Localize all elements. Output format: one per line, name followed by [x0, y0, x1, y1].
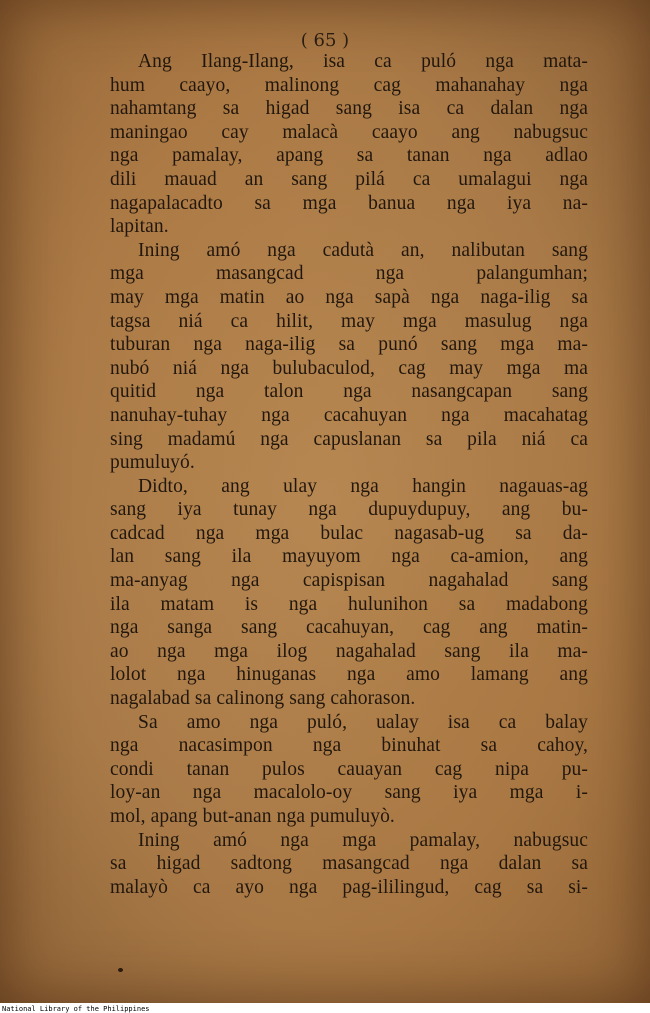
- text-line: Didto, ang ulay nga hangin nagauas-ag: [138, 475, 588, 497]
- text-line: lolot nga hinuganas nga amo lamang ang: [110, 664, 588, 686]
- text-line: lan sang ila mayuyom nga ca-amion, ang: [110, 546, 588, 568]
- text-line: tuburan nga naga-ilig sa punó sang mga ma-: [110, 334, 588, 356]
- text-line: loy-an nga macalolo-oy sang iya mga i-: [110, 782, 588, 804]
- text-line: tagsa niá ca hilit, may mga masulug nga: [110, 310, 588, 332]
- text-line: nga pamalay, apang sa tanan nga adlao: [110, 145, 588, 167]
- text-line: nga nacasimpon nga binuhat sa cahoy,: [110, 735, 588, 757]
- text-line: condi tanan pulos cauayan cag nipa pu-: [110, 758, 588, 780]
- text-line: nga sanga sang cacahuyan, cag ang matin-: [110, 617, 588, 639]
- text-line: nubó niá nga bulubaculod, cag may mga ma: [110, 357, 588, 379]
- text-line: nanuhay-tuhay nga cacahuyan nga macahatag: [110, 404, 588, 426]
- body-text: [110, 50, 588, 899]
- text-line: nahamtang sa higad sang isa ca dalan nga: [110, 98, 588, 120]
- library-credit: National Library of the Philippines: [2, 1005, 150, 1013]
- text-line: ao nga mga ilog nagahalad sang ila ma-: [110, 640, 588, 662]
- text-line: Ang Ilang-Ilang, isa ca puló nga mata-: [138, 51, 588, 72]
- text-line: mga masangcad nga palangumhan;: [110, 263, 588, 285]
- text-line: ila matam is nga hulunihon sa madabong: [110, 593, 588, 615]
- text-line: quitid nga talon nga nasangcapan sang: [110, 381, 588, 403]
- ink-speck: [118, 968, 123, 972]
- text-line: Sa amo nga puló, ualay isa ca balay: [138, 711, 588, 733]
- text-line: malayò ca ayo nga pag-ililingud, cag sa si-: [110, 876, 588, 898]
- text-line: sang iya tunay nga dupuydupuy, ang bu-: [110, 499, 588, 521]
- text-line: cadcad nga mga bulac nagasab-ug sa da-: [110, 522, 588, 544]
- text-line: nagalabad sa calinong sang cahorason.: [110, 688, 416, 710]
- text-line: maningao cay malacà caayo ang nabugsuc: [110, 121, 588, 143]
- text-line: Ining amó nga cadutà an, nalibutan sang: [138, 239, 588, 261]
- text-line: Ining amó nga mga pamalay, nabugsuc: [138, 829, 588, 851]
- page-number: ( 65 ): [300, 30, 350, 51]
- text-line: sing madamú nga capuslanan sa pila niá ca: [110, 428, 588, 450]
- text-line: may mga matin ao nga sapà nga naga-ilig sa: [110, 286, 588, 308]
- text-line: lapitan.: [110, 216, 169, 238]
- text-line: dili mauad an sang pilá ca umalagui nga: [110, 168, 588, 190]
- text-line: ma-anyag nga capispisan nagahalad sang: [110, 570, 588, 592]
- text-line: sa higad sadtong masangcad nga dalan sa: [110, 853, 588, 875]
- text-line: nagapalacadto sa mga banua nga iya na-: [110, 192, 588, 214]
- text-line: hum caayo, malinong cag mahanahay nga: [110, 74, 588, 96]
- text-line: mol, apang but-anan nga pumuluyò.: [110, 806, 395, 827]
- text-line: pumuluyó.: [110, 452, 195, 474]
